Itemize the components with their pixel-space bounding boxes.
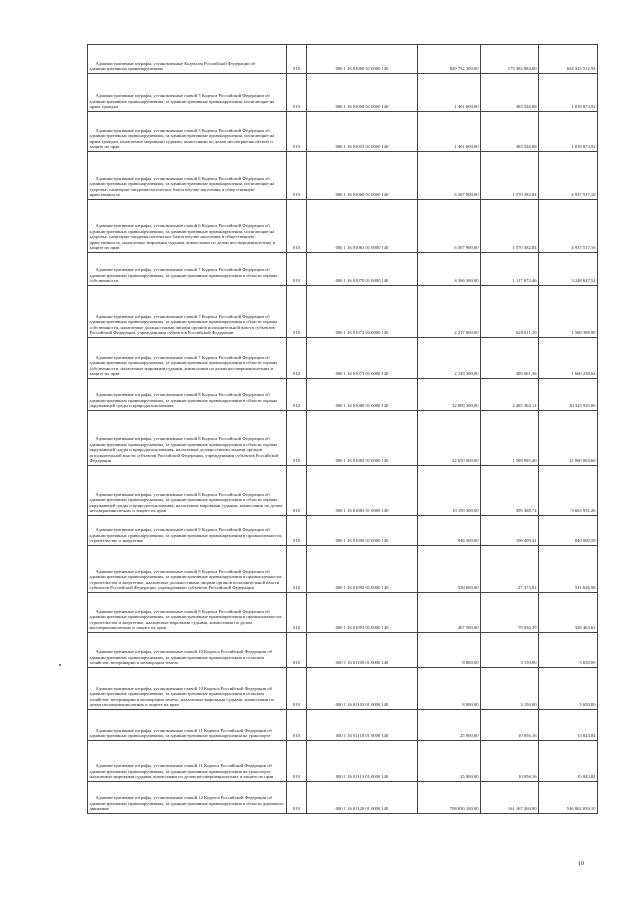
row-kbk-text: 000 1 16 01120 01 0000 140 <box>335 806 389 812</box>
row-value-unexecuted-cell <box>539 253 598 286</box>
row-value-executed-text: 175 382 884,00 <box>507 66 537 72</box>
row-kbk-text: 000 1 16 01100 01 0000 140 <box>335 660 389 666</box>
row-value-assigned-text: 2 149 300,00 <box>454 371 479 377</box>
row-code-text: 010 <box>293 104 300 110</box>
table-row <box>88 74 598 112</box>
row-value-unexecuted-text: 546 862 839,10 <box>566 806 596 812</box>
row-value-unexecuted-cell <box>539 200 598 253</box>
row-value-unexecuted-cell <box>539 379 598 411</box>
scan-mark <box>59 664 61 666</box>
row-value-executed-text: 79 036,39 <box>518 625 537 631</box>
row-kbk-cell <box>307 253 418 286</box>
row-kbk-text: 000 1 16 01093 01 0000 140 <box>335 625 389 631</box>
row-code-cell <box>287 200 307 253</box>
row-value-assigned-cell <box>418 411 481 466</box>
row-code-cell <box>287 516 307 546</box>
row-value-assigned-cell <box>418 466 481 516</box>
budget-report-table <box>87 44 598 814</box>
row-value-unexecuted-text: 1 018 073,92 <box>571 144 596 150</box>
row-code-text: 010 <box>293 733 300 739</box>
row-code-cell <box>287 668 307 710</box>
row-value-assigned-text: 946 500,00 <box>457 538 479 544</box>
row-value-executed-cell <box>481 546 539 593</box>
table-row <box>88 152 598 200</box>
row-value-assigned-cell <box>418 782 481 814</box>
row-value-unexecuted-text: 654 325 512,94 <box>566 66 596 72</box>
row-value-unexecuted-cell <box>539 782 598 814</box>
row-name-text: Административные штрафы, установленные главой 9 Кодекса Российской Федерации об административных правонарушениях, за административные правонарушения в промышленности, строительстве и энергетике, налагаемые мировыми судьями, комиссиями по делам несовершеннолетних и защите их прав <box>89 608 283 631</box>
row-kbk-cell <box>307 379 418 411</box>
row-kbk-text: 000 1 16 01072 02 0000 140 <box>335 330 389 336</box>
row-value-executed-text: 383 526,08 <box>515 104 537 110</box>
row-kbk-cell <box>307 338 418 379</box>
row-name-cell <box>88 516 287 546</box>
row-name-cell <box>88 782 287 814</box>
row-value-executed-text: 27 373,02 <box>518 585 537 591</box>
row-kbk-text: 000 1 16 01060 01 0000 140 <box>335 192 389 198</box>
row-name-text: Административные штрафы, установленные главой 9 Кодекса Российской Федерации об административных правонарушениях, за административные правонарушения в промышленности, строительстве и энергетике <box>89 527 283 544</box>
row-value-executed-cell <box>481 633 539 668</box>
row-code-text: 010 <box>293 660 300 666</box>
row-name-text: Административные штрафы, установленные главой 7 Кодекса Российской Федерации об административных правонарушениях, за административные правонарушения в области охраны собственности, налагаемые мировыми судьями, комиссиями по делам несовершеннолетних и защите их прав <box>89 354 278 377</box>
row-value-executed-cell <box>481 338 539 379</box>
row-value-executed-cell <box>481 200 539 253</box>
row-value-assigned-text: 6 507 900,00 <box>454 245 479 251</box>
row-kbk-cell <box>307 200 418 253</box>
row-name-cell <box>88 710 287 741</box>
row-name-text: Административные штрафы, установленные Кодексом Российской Федерации об административных правонарушениях <box>89 60 256 72</box>
row-code-cell <box>287 152 307 200</box>
row-value-executed-cell <box>481 152 539 200</box>
row-kbk-cell <box>307 286 418 338</box>
table-row <box>88 253 598 286</box>
row-code-cell <box>287 411 307 466</box>
row-value-assigned-cell <box>418 379 481 411</box>
row-name-text: Административные штрафы, установленные главой 5 Кодекса Российской Федерации об административных правонарушениях, за административные правонарушения, посягающие на права граждан <box>89 93 275 110</box>
row-value-executed-cell <box>481 593 539 633</box>
row-kbk-cell <box>307 710 418 741</box>
row-value-executed-text: 489 061,36 <box>515 371 537 377</box>
row-name-text: Административные штрафы, установленные главой 8 Кодекса Российской Федерации об административных правонарушениях, за административные правонарушения в области охраны окружающей среды и природопользования <box>89 392 278 409</box>
row-value-assigned-text: 25 900,00 <box>460 733 479 739</box>
table-row <box>88 782 598 814</box>
row-value-assigned-text: 22 650 000,00 <box>452 458 479 464</box>
table-row <box>88 200 598 253</box>
row-value-executed-text: 2 485 364,14 <box>512 403 537 409</box>
row-name-text: Административные штрафы, установленные главой 10 Кодекса Российской Федерации об административных правонарушениях, за административные правонарушения в сельском хозяйстве, ветеринарии и мелиорации земель <box>89 649 273 666</box>
row-value-unexecuted-cell <box>539 74 598 112</box>
row-value-assigned-cell <box>418 286 481 338</box>
row-value-assigned-text: 829 752 300,00 <box>449 66 479 72</box>
row-value-executed-cell <box>481 782 539 814</box>
row-value-executed-cell <box>481 411 539 466</box>
row-value-assigned-text: 6 507 900,00 <box>454 192 479 198</box>
row-value-unexecuted-cell <box>539 546 598 593</box>
row-code-text: 010 <box>293 538 300 544</box>
row-kbk-cell <box>307 112 418 152</box>
row-name-text: Административные штрафы, установленные главой 10 Кодекса Российской Федерации об административных правонарушениях, за административные правонарушения в сельском хозяйстве, ветеринарии и мелиорации земель, налагаемые мировыми судьями, комиссиями по делам несовершеннолетних и защите их прав <box>89 685 275 708</box>
row-value-assigned-cell <box>418 668 481 710</box>
row-value-unexecuted-text: 1 018 073,92 <box>571 104 596 110</box>
row-value-assigned-text: 8 800,00 <box>462 702 479 708</box>
row-value-unexecuted-cell <box>539 152 598 200</box>
row-name-cell <box>88 466 287 516</box>
row-code-cell <box>287 338 307 379</box>
row-code-cell <box>287 741 307 782</box>
row-code-text: 010 <box>293 330 300 336</box>
row-code-cell <box>287 45 307 74</box>
row-value-executed-cell <box>481 112 539 152</box>
row-code-text: 010 <box>293 585 300 591</box>
row-name-cell <box>88 45 287 74</box>
row-kbk-cell <box>307 782 418 814</box>
row-value-assigned-cell <box>418 45 481 74</box>
row-kbk-cell <box>307 466 418 516</box>
row-value-assigned-cell <box>418 710 481 741</box>
row-value-unexecuted-cell <box>539 45 598 74</box>
row-value-unexecuted-cell <box>539 593 598 633</box>
row-code-cell <box>287 710 307 741</box>
row-value-executed-text: 10 056,16 <box>518 774 537 780</box>
row-value-unexecuted-cell <box>539 633 598 668</box>
row-name-cell <box>88 112 287 152</box>
row-code-text: 010 <box>293 458 300 464</box>
row-name-text: Административные штрафы, установленные главой 8 Кодекса Российской Федерации об административных правонарушениях, за административные правонарушения в области охраны окружающей среды и природопользования, налагаемые мировыми судьями, комиссиями по делам несовершеннолетних и защите их прав <box>89 491 282 514</box>
table-row <box>88 338 598 379</box>
row-value-unexecuted-cell <box>539 411 598 466</box>
row-name-cell <box>88 411 287 466</box>
row-value-executed-text: 495 368,74 <box>515 508 537 514</box>
row-value-assigned-text: 539 000,00 <box>457 585 479 591</box>
row-name-cell <box>88 741 287 782</box>
row-value-executed-cell <box>481 516 539 546</box>
row-code-cell <box>287 74 307 112</box>
row-code-cell <box>287 379 307 411</box>
row-value-assigned-cell <box>418 516 481 546</box>
row-value-assigned-text: 10 159 300,00 <box>452 508 479 514</box>
row-kbk-text: 000 1 16 01090 01 0000 140 <box>335 538 389 544</box>
table-row <box>88 45 598 74</box>
row-value-assigned-text: 25 900,00 <box>460 774 479 780</box>
row-code-text: 010 <box>293 702 300 708</box>
row-value-assigned-cell <box>418 546 481 593</box>
row-value-assigned-cell <box>418 74 481 112</box>
row-kbk-cell <box>307 668 418 710</box>
row-value-assigned-text: 708 030 100,00 <box>449 806 479 812</box>
row-value-unexecuted-text: 511 626,98 <box>574 585 596 591</box>
row-kbk-text: 000 1 16 01050 01 0000 140 <box>335 104 389 110</box>
row-kbk-text: 000 1 16 01070 01 0000 140 <box>335 278 389 284</box>
row-value-executed-text: 1 589 995,40 <box>512 458 537 464</box>
row-value-unexecuted-text: 5 650,00 <box>579 702 596 708</box>
report-table-body <box>88 45 598 814</box>
row-value-unexecuted-cell <box>539 516 598 546</box>
row-name-text: Административные штрафы, установленные главой 6 Кодекса Российской Федерации об административных правонарушениях, за административные правонарушения, посягающие на здоровье, санитарно-эпидемиологическое благополучие населения и общественную нравственность <box>89 175 275 198</box>
row-kbk-cell <box>307 74 418 112</box>
row-value-assigned-text: 407 500,00 <box>457 625 479 631</box>
row-value-unexecuted-text: 30 323 935,86 <box>569 403 596 409</box>
row-value-unexecuted-cell <box>539 466 598 516</box>
row-name-text: Административные штрафы, установленные главой 7 Кодекса Российской Федерации об административных правонарушениях, за административные правонарушения в области охраны собственности <box>89 267 278 284</box>
table-row <box>88 546 598 593</box>
table-row <box>88 668 598 710</box>
row-name-text: Административные штрафы, установленные главой 7 Кодекса Российской Федерации об административных правонарушениях, за административные правонарушения в области охраны собственности, налагаемые должностными лицами органов исполнительной власти субъектов Российской Федерации, учреждениями субъектов Российской Федерации <box>89 313 278 336</box>
row-value-executed-cell <box>481 379 539 411</box>
row-value-assigned-cell <box>418 112 481 152</box>
row-code-cell <box>287 466 307 516</box>
row-name-cell <box>88 286 287 338</box>
row-code-text: 010 <box>293 278 300 284</box>
row-value-assigned-text: 8 800,00 <box>462 660 479 666</box>
table-row <box>88 411 598 466</box>
row-value-unexecuted-text: 4 937 517,16 <box>571 245 596 251</box>
row-value-unexecuted-text: 3 248 627,54 <box>571 278 596 284</box>
row-code-text: 010 <box>293 508 300 514</box>
row-value-assigned-text: 32 809 300,00 <box>452 403 479 409</box>
row-name-cell <box>88 379 287 411</box>
table-row <box>88 516 598 546</box>
row-value-unexecuted-text: 15 843,84 <box>577 774 596 780</box>
row-code-text: 010 <box>293 245 300 251</box>
row-name-text: Административные штрафы, установленные главой 6 Кодекса Российской Федерации об административных правонарушениях, за административные правонарушения, посягающие на здоровье, санитарно-эпидемиологическое благополучие населения и общественную нравственность, налагаемые мировыми судьями, комиссиями по делам несовершеннолетних и защите их прав <box>89 223 276 251</box>
row-name-cell <box>88 152 287 200</box>
page-number: 10 <box>578 861 584 867</box>
row-value-unexecuted-cell <box>539 668 598 710</box>
row-kbk-text: 000 1 16 01110 01 0000 140 <box>335 733 389 739</box>
row-code-cell <box>287 782 307 814</box>
row-kbk-text: 000 1 16 01080 01 0000 140 <box>335 403 389 409</box>
table-row <box>88 593 598 633</box>
row-value-executed-text: 1 570 382,84 <box>512 245 537 251</box>
row-value-assigned-cell <box>418 338 481 379</box>
row-name-cell <box>88 633 287 668</box>
row-value-unexecuted-text: 1 588 388,90 <box>571 330 596 336</box>
row-name-cell <box>88 74 287 112</box>
row-value-unexecuted-cell <box>539 112 598 152</box>
row-code-cell <box>287 593 307 633</box>
row-kbk-text: 000 1 16 01063 01 0000 140 <box>335 245 389 251</box>
row-value-unexecuted-text: 21 060 004,60 <box>569 458 596 464</box>
row-name-cell <box>88 593 287 633</box>
row-value-unexecuted-text: 1 660 238,64 <box>571 371 596 377</box>
row-value-assigned-cell <box>418 633 481 668</box>
row-value-executed-text: 628 611,10 <box>515 330 537 336</box>
row-name-cell <box>88 668 287 710</box>
row-value-executed-cell <box>481 253 539 286</box>
row-kbk-text: 000 1 16 01000 01 0000 140 <box>335 66 389 72</box>
row-code-cell <box>287 253 307 286</box>
table-row <box>88 741 598 782</box>
row-value-executed-text: 3 150,00 <box>520 702 537 708</box>
row-name-text: Административные штрафы, установленные главой 5 Кодекса Российской Федерации об административных правонарушениях, за административные правонарушения, посягающие на права граждан, налагаемые мировыми судьями, комиссиями по делам несовершеннолетних и защите их прав <box>89 127 275 150</box>
row-value-unexecuted-cell <box>539 710 598 741</box>
row-value-unexecuted-text: 15 843,84 <box>577 733 596 739</box>
row-kbk-cell <box>307 516 418 546</box>
row-value-unexecuted-cell <box>539 286 598 338</box>
row-kbk-cell <box>307 741 418 782</box>
row-value-executed-text: 161 167 260,90 <box>507 806 537 812</box>
row-kbk-cell <box>307 546 418 593</box>
table-row <box>88 633 598 668</box>
row-code-text: 010 <box>293 625 300 631</box>
table-row <box>88 286 598 338</box>
row-kbk-text: 000 1 16 01113 01 0000 140 <box>335 774 389 780</box>
row-code-cell <box>287 286 307 338</box>
row-kbk-text: 000 1 16 01082 01 0000 140 <box>335 458 389 464</box>
row-value-executed-cell <box>481 45 539 74</box>
row-value-unexecuted-text: 4 937 517,16 <box>571 192 596 198</box>
row-value-assigned-text: 1 401 600,00 <box>454 144 479 150</box>
row-name-cell <box>88 200 287 253</box>
row-name-text: Административные штрафы, установленные главой 8 Кодекса Российской Федерации об административных правонарушениях, за административные правонарушения в области охраны окружающей среды и природопользования, налагаемые должностными лицами органов исполнительной власти субъектов Российской Федерации, учреждениями субъектов Российской Федерации <box>89 436 279 464</box>
row-code-text: 010 <box>293 403 300 409</box>
row-code-text: 010 <box>293 371 300 377</box>
table-row <box>88 379 598 411</box>
row-name-text: Административные штрафы, установленные главой 9 Кодекса Российской Федерации об административных правонарушениях, за административные правонарушения в промышленности, строительстве и энергетике, налагаемые должностными лицами органов исполнительной власти субъектов Российской Федерации, учреждениями субъектов Российской Федерации <box>89 568 283 591</box>
row-code-text: 010 <box>293 144 300 150</box>
row-value-unexecuted-text: 5 650,00 <box>579 660 596 666</box>
row-value-executed-cell <box>481 741 539 782</box>
row-value-assigned-cell <box>418 593 481 633</box>
row-value-executed-cell <box>481 466 539 516</box>
row-code-cell <box>287 546 307 593</box>
row-value-assigned-cell <box>418 253 481 286</box>
row-code-cell <box>287 633 307 668</box>
row-code-text: 010 <box>293 66 300 72</box>
table-row <box>88 466 598 516</box>
row-value-unexecuted-cell <box>539 338 598 379</box>
row-value-assigned-text: 4 366 300,00 <box>454 278 479 284</box>
row-value-assigned-cell <box>418 741 481 782</box>
row-value-executed-cell <box>481 668 539 710</box>
row-kbk-text: 000 1 16 01083 01 0000 140 <box>335 508 389 514</box>
row-value-executed-cell <box>481 710 539 741</box>
row-value-executed-cell <box>481 74 539 112</box>
row-value-executed-text: 1 117 672,46 <box>512 278 537 284</box>
row-value-executed-text: 1 570 382,84 <box>512 192 537 198</box>
table-row <box>88 710 598 741</box>
row-code-text: 010 <box>293 806 300 812</box>
row-kbk-text: 000 1 16 01092 01 0000 140 <box>335 585 389 591</box>
row-value-unexecuted-cell <box>539 741 598 782</box>
row-kbk-text: 000 1 16 01103 01 0000 140 <box>335 702 389 708</box>
row-kbk-cell <box>307 411 418 466</box>
row-value-assigned-text: 1 401 600,00 <box>454 104 479 110</box>
row-kbk-text: 000 1 16 01053 01 0000 140 <box>335 144 389 150</box>
row-code-text: 010 <box>293 192 300 198</box>
row-value-unexecuted-text: 9 663 931,26 <box>571 508 596 514</box>
row-name-cell <box>88 253 287 286</box>
row-value-executed-cell <box>481 286 539 338</box>
row-kbk-cell <box>307 45 418 74</box>
row-value-executed-text: 383 526,08 <box>515 144 537 150</box>
row-value-unexecuted-text: 840 090,59 <box>574 538 596 544</box>
table-row <box>88 112 598 152</box>
row-name-text: Административные штрафы, установленные главой 12 Кодекса Российской Федерации об административных правонарушениях, за административные правонарушения в области дорожного движения <box>89 795 284 812</box>
row-value-executed-text: 3 150,00 <box>520 660 537 666</box>
row-kbk-cell <box>307 633 418 668</box>
row-value-executed-text: 106 409,41 <box>515 538 537 544</box>
row-value-assigned-text: 2 217 000,00 <box>454 330 479 336</box>
row-value-assigned-cell <box>418 200 481 253</box>
row-value-assigned-cell <box>418 152 481 200</box>
row-value-unexecuted-text: 328 463,61 <box>574 625 596 631</box>
row-kbk-cell <box>307 593 418 633</box>
row-name-text: Административные штрафы, установленные главой 11 Кодекса Российской Федерации об административных правонарушениях, за административные правонарушения на транспорте, налагаемые мировыми судьями, комиссиями по делам несовершеннолетних и защите их прав <box>89 763 274 780</box>
row-name-text: Административные штрафы, установленные главой 11 Кодекса Российской Федерации об административных правонарушениях, за административные правонарушения на транспорте <box>89 727 272 739</box>
row-kbk-text: 000 1 16 01073 01 0000 140 <box>335 371 389 377</box>
row-name-cell <box>88 546 287 593</box>
row-name-cell <box>88 338 287 379</box>
row-value-executed-text: 10 056,16 <box>518 733 537 739</box>
row-code-cell <box>287 112 307 152</box>
row-kbk-cell <box>307 152 418 200</box>
row-code-text: 010 <box>293 774 300 780</box>
